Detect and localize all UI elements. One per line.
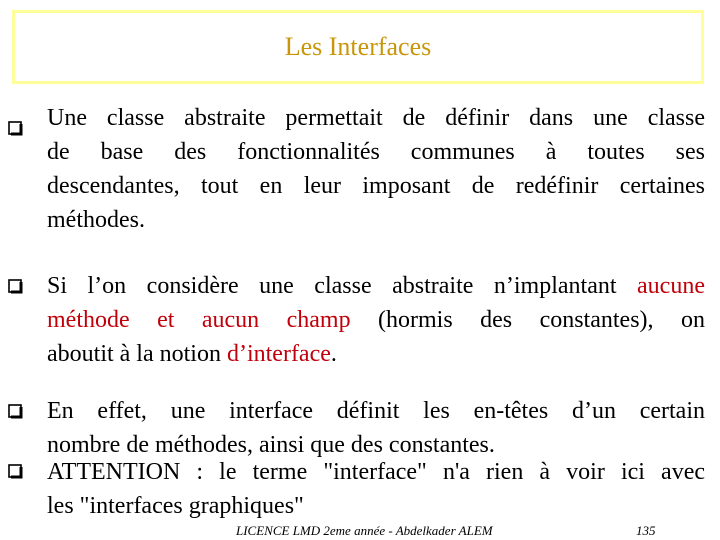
checkbox-bullet-icon: [8, 278, 24, 294]
bullet-paragraph-1: [47, 101, 705, 237]
bullet-4-line-1: ATTENTION : le terme "interface" n'a rien à voir ici avec: [47, 459, 705, 485]
title-box: [12, 10, 704, 84]
bullet-1-line-4: méthodes.: [47, 207, 145, 233]
checkbox-bullet-icon: [8, 403, 24, 419]
highlight-methode-champ: méthode et aucun champ: [47, 307, 351, 333]
footer-text: LICENCE LMD 2eme année - Abdelkader ALEM: [236, 523, 493, 538]
checkbox-bullet-icon: [8, 120, 24, 136]
page-number: 135: [636, 523, 656, 538]
bullet-1-line-1: Une classe abstraite permettait de définir dans une classe: [47, 105, 705, 131]
highlight-interface: d’interface: [226, 341, 331, 367]
bullet-1-line-3: descendantes, tout en leur imposant de redéfinir certaines: [47, 173, 705, 199]
bullet-1-line-2: de base des fonctionnalités communes à toutes ses: [47, 139, 705, 165]
slide-title: Les Interfaces: [284, 32, 432, 61]
bullet-2-line-2: méthode et aucun champ (hormis des constantes), on: [47, 307, 705, 333]
bullet-4-line-2: les "interfaces graphiques": [47, 493, 304, 519]
bullet-paragraph-2: [47, 269, 705, 371]
checkbox-bullet-icon: [8, 463, 24, 479]
highlight-aucune: aucune: [637, 273, 705, 299]
bullet-2-line-1: Si l’on considère une classe abstraite n’implantant aucune: [47, 273, 705, 299]
bullet-paragraph-4: [47, 455, 705, 523]
bullet-paragraph-3: [47, 394, 705, 462]
bullet-3-line-2: nombre de méthodes, ainsi que des constantes.: [47, 432, 495, 458]
bullet-3-line-1: En effet, une interface définit les en-têtes d’un certain: [47, 398, 705, 424]
bullet-2-line-3: aboutit à la notion d’interface.: [47, 341, 337, 367]
